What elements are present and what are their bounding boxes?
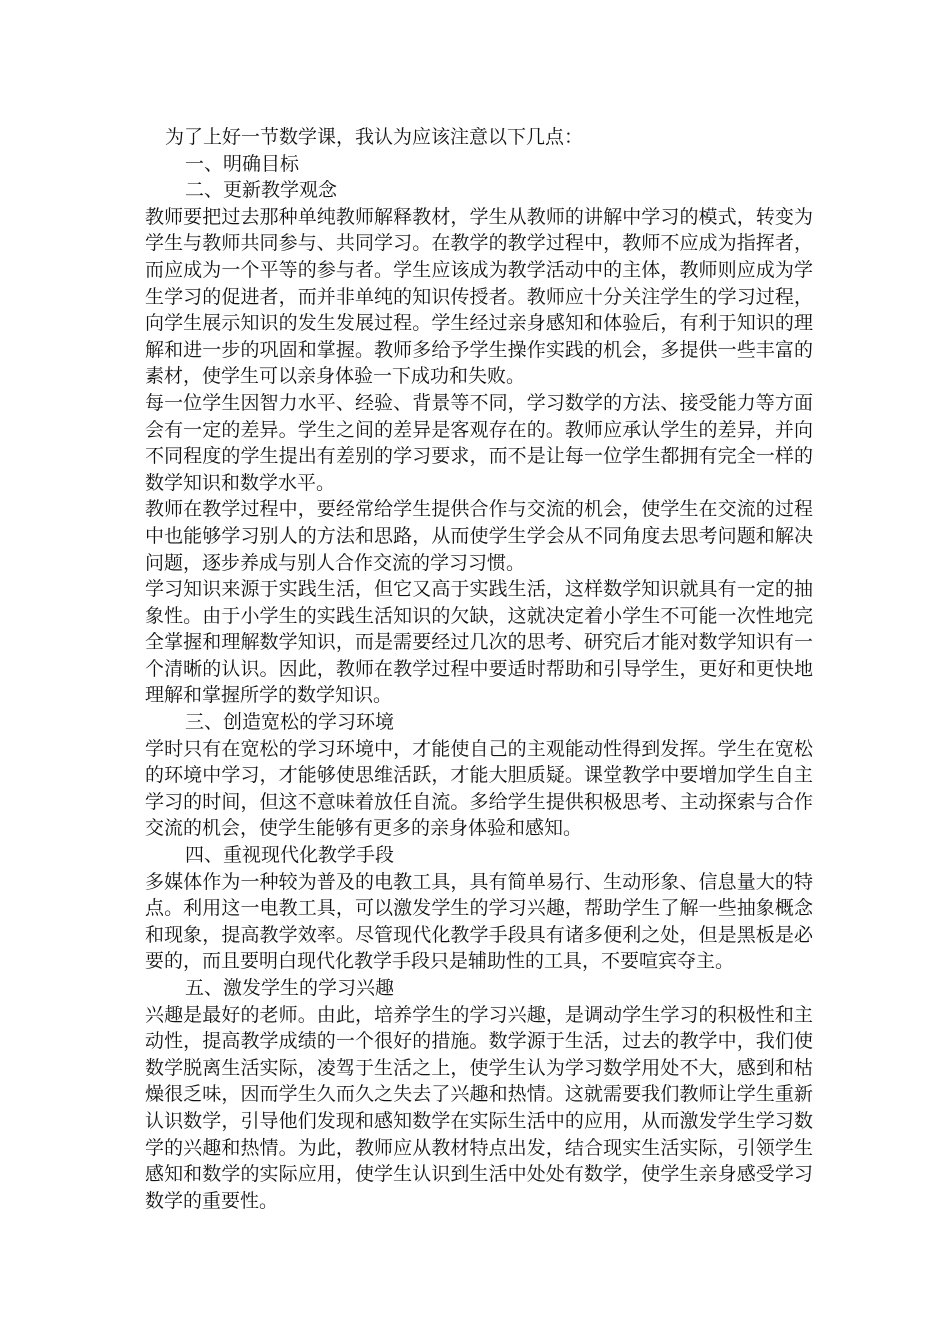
body-paragraph: 教师要把过去那种单纯教师解释教材，学生从教师的讲解中学习的模式，转变为学生与教师共同参与、共同学习。在教学的教学过程中，教师不应成为指挥者，而应成为一个平等的参与者。学生应该成为教学活动中的主体，教师则应成为学生学习的促进者，而并非单纯的知识传授者。教师应十分关注学生的学习过程，向学生展示知识的发生发展过程。学生经过亲身感知和体验后，有利于知识的理解和进一步的巩固和掌握。教师多给予学生操作实践的机会，多提供一些丰富的素材，使学生可以亲身体验一下成功和失败。 (145, 205, 813, 388)
document-body (145, 124, 813, 1214)
section-title: 更新教学观念 (223, 179, 338, 202)
section-title: 激发学生的学习兴趣 (223, 977, 395, 999)
section-title: 重视现代化教学手段 (223, 844, 395, 867)
section-heading-1 (145, 151, 813, 178)
section-number: 五、 (185, 977, 224, 999)
section-title: 明确目标 (223, 152, 300, 175)
body-paragraph: 学习知识来源于实践生活，但它又高于实践生活，这样数学知识就具有一定的抽象性。由于小学生的实践生活知识的欠缺，这就决定着小学生不可能一次性地完全掌握和理解数学知识，而是需要经过几次的思考、研究后才能对数学知识有一个清晰的认识。因此，教师在教学过程中要适时帮助和引导学生，更好和更快地理解和掌握所学的数学知识。 (145, 578, 813, 707)
section-title: 创造宽松的学习环境 (223, 711, 395, 734)
section-heading-3 (145, 709, 813, 736)
body-paragraph: 每一位学生因智力水平、经验、背景等不同，学习数学的方法、接受能力等方面会有一定的差异。学生之间的差异是客观存在的。教师应承认学生的差异，并向不同程度的学生提出有差别的学习要求，而不是让每一位学生都拥有完全一样的数学知识和数学水平。 (145, 391, 813, 494)
body-paragraph: 兴趣是最好的老师。由此，培养学生的学习兴趣，是调动学生学习的积极性和主动性，提高教学成绩的一个很好的措施。数学源于生活，过去的教学中，我们使数学脱离生活实际，凌驾于生活之上，使学生认为学习数学用处不大，感到和枯燥很乏味，因而学生久而久之失去了兴趣和热情。这就需要我们教师让学生重新认识数学，引导他们发现和感知数学在实际生活中的应用，从而激发学生学习数学的兴趣和热情。为此，教师应从教材特点出发，结合现实生活实际，引领学生感知和数学的实际应用，使学生认识到生活中处处有数学，使学生亲身感受学习数学的重要性。 (145, 1003, 813, 1212)
section-heading-2 (145, 177, 813, 204)
body-paragraph: 教师在教学过程中，要经常给学生提供合作与交流的机会，使学生在交流的过程中也能够学习别人的方法和思路，从而使学生学会从不同角度去思考问题和解决问题，逐步养成与别人合作交流的学习习惯。 (145, 498, 813, 574)
body-paragraph: 多媒体作为一种较为普及的电教工具，具有简单易行、生动形象、信息量大的特点。利用这一电教工具，可以激发学生的学习兴趣，帮助学生了解一些抽象概念和现象，提高教学效率。尽管现代化教学手段具有诸多便利之处，但是黑板是必要的，而且要明白现代化教学手段只是辅助性的工具，不要喧宾夺主。 (145, 870, 813, 973)
section-number: 四、 (185, 844, 224, 867)
section-number: 一、 (185, 152, 224, 175)
intro-paragraph: 为了上好一节数学课，我认为应该注意以下几点： (165, 126, 584, 148)
section-number: 三、 (185, 711, 224, 734)
section-heading-4 (145, 842, 813, 869)
body-paragraph: 学时只有在宽松的学习环境中，才能使自己的主观能动性得到发挥。学生在宽松的环境中学习，才能够使思维活跃，才能大胆质疑。课堂教学中要增加学生自主学习的时间，但这不意味着放任自流。多给学生提供积极思考、主动探索与合作交流的机会，使学生能够有更多的亲身体验和感知。 (145, 737, 813, 840)
section-heading-5 (145, 975, 813, 1002)
section-number: 二、 (185, 179, 224, 202)
